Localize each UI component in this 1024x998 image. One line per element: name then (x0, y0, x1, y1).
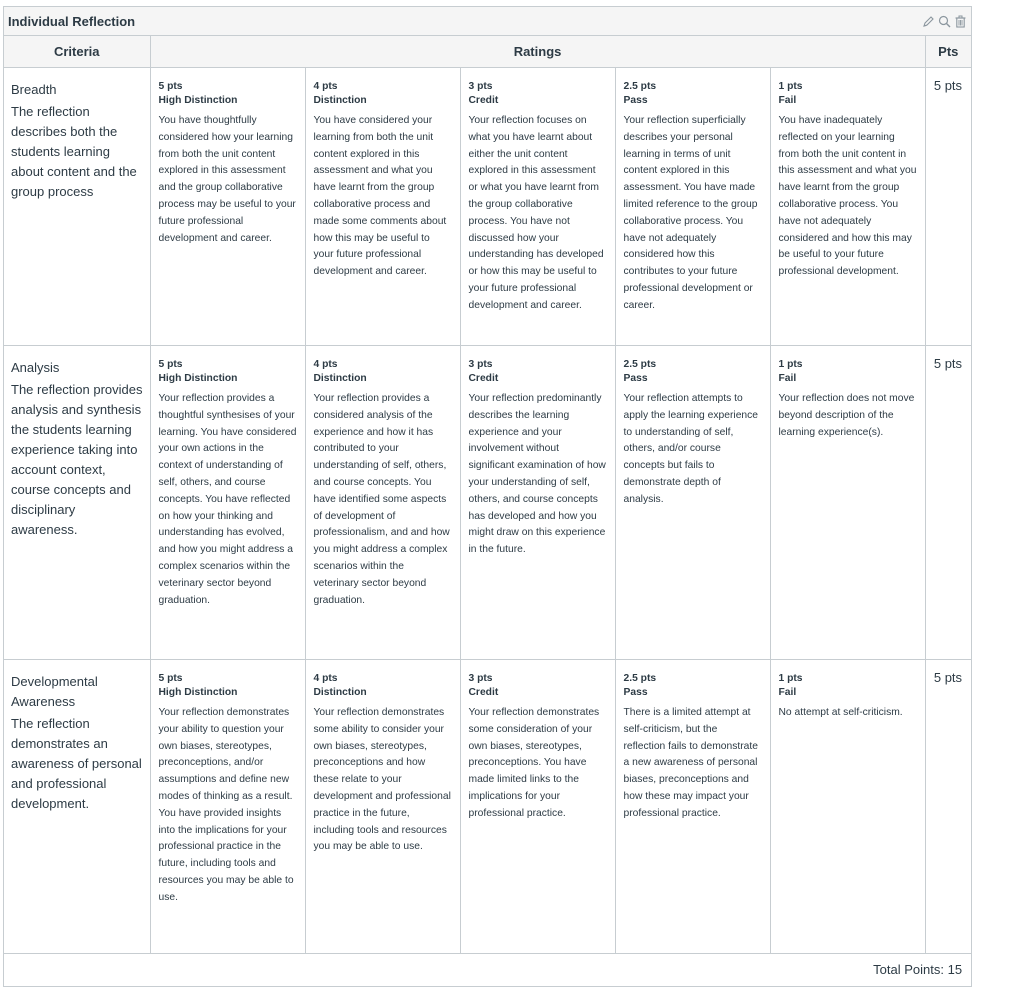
criterion-description: The reflection demonstrates an awareness of personal and professional development. (11, 716, 142, 811)
rating-points: 4 pts (313, 673, 338, 684)
rating-description: Your reflection superficially describes your personal learning in terms of unit content explored in this assessment. You have made limited reference to the group collaborative process. You have not adequately considered how this contributes to your future professional development or career. (623, 115, 758, 311)
rating-title: Credit (468, 95, 499, 106)
rating-description: Your reflection attempts to apply the learning experience to understanding of self, others, and/or course concepts but fails to demonstrate depth of analysis. (623, 393, 759, 505)
rating-description: No attempt at self-criticism. (778, 707, 903, 718)
criterion-cell (4, 68, 150, 346)
rating-title: High Distinction (158, 95, 238, 106)
rubric-tools (921, 14, 967, 28)
rating-title: Credit (468, 687, 499, 698)
criterion-row-breadth (4, 68, 971, 346)
rating-points: 2.5 pts (623, 81, 657, 92)
rating-description: There is a limited attempt at self-criticism, but the reflection fails to demonstrate a new awareness of personal biases, preconceptions and how these may impact your professional practice. (623, 707, 758, 819)
criterion-cell (4, 660, 150, 954)
rating-description: Your reflection demonstrates some consideration of your own biases, stereotypes, preconceptions. You have made limited links to the implications for your professional practice. (468, 707, 600, 819)
rating-title: Distinction (313, 95, 367, 106)
rating-cell (770, 346, 925, 660)
rubric-container (3, 6, 972, 987)
rating-title: Pass (623, 687, 648, 698)
rating-description: You have thoughtfully considered how your learning from both the unit content explored in this assessment and the group collaborative process may be useful to your future professional development and career. (158, 115, 296, 244)
criterion-description: The reflection provides analysis and synthesis the students learning experience taking into account context, course concepts and disciplinary awareness. (11, 382, 143, 537)
rating-description: Your reflection provides a considered analysis of the experience and how it has contributed to your understanding of self, others, and course concepts. You have identified some aspects of development of professionalism, and and how you might address a complex scenarios within the veterinary sector beyond graduation. (313, 393, 450, 606)
criterion-description: The reflection describes both the students learning about content and the group process (11, 104, 137, 199)
rating-title: Distinction (313, 373, 367, 384)
trash-icon[interactable] (953, 14, 967, 28)
criteria-header: Criteria (4, 36, 150, 68)
criterion-points: 5 pts (925, 68, 971, 346)
rating-cell (150, 660, 305, 954)
rating-cell (615, 660, 770, 954)
rating-points: 3 pts (468, 81, 493, 92)
rubric-title: Individual Reflection (8, 13, 136, 29)
rating-description: Your reflection predominantly describes the learning experience and your involvement without significant examination of how your understanding of self, others, and course concepts has developed and how you might draw on this experience in the future. (468, 393, 606, 556)
rating-description: Your reflection demonstrates your ability to question your own biases, stereotypes, preconceptions, and/or assumptions and define new modes of thinking as a result. You have provided insights into the implications for your professional practice in the future, including tools and resources you may be able to use. (158, 707, 294, 903)
rating-description: Your reflection does not move beyond description of the learning experience(s). (778, 393, 915, 438)
rating-cell (305, 346, 460, 660)
rating-description: You have inadequately reflected on your learning from both the unit content in this assessment and what you have learnt from the group collaborative process. You have not adequately considered and how this may be useful to your future professional development. (778, 115, 917, 278)
criterion-name: Breadth (11, 82, 57, 97)
rating-description: Your reflection demonstrates some ability to consider your own biases, stereotypes, preconceptions and how these relate to your development and professional practice in the future, including tools and resources you may be able to use. (313, 707, 451, 853)
rating-points: 4 pts (313, 81, 338, 92)
rating-description: Your reflection provides a thoughtful synthesises of your learning. You have considered your own actions in the context of understanding of self, others, and course concepts. You have reflected on how your thinking and understanding has evolved, and how you might address a complex scenarios within the veterinary sector beyond graduation. (158, 393, 297, 606)
rating-cell (615, 68, 770, 346)
rating-points: 2.5 pts (623, 673, 657, 684)
rating-points: 5 pts (158, 359, 183, 370)
rating-points: 1 pts (778, 81, 803, 92)
rating-points: 3 pts (468, 359, 493, 370)
rating-cell (305, 68, 460, 346)
rating-description: You have considered your learning from both the unit content explored in this assessment and what you have learnt from the group collaborative process and made some comments about how this may be useful to your future professional development and career. (313, 115, 447, 278)
criterion-points: 5 pts (925, 660, 971, 954)
rating-points: 5 pts (158, 81, 183, 92)
criterion-name: Developmental Awareness (11, 674, 98, 709)
rating-title: Fail (778, 373, 797, 384)
rating-points: 4 pts (313, 359, 338, 370)
rubric-title-bar (4, 7, 971, 36)
rating-points: 2.5 pts (623, 359, 657, 370)
criterion-points: 5 pts (925, 346, 971, 660)
pts-header: Pts (925, 36, 971, 68)
criterion-cell (4, 346, 150, 660)
rating-cell (770, 660, 925, 954)
pencil-icon[interactable] (921, 14, 935, 28)
rating-title: Credit (468, 373, 499, 384)
search-icon[interactable] (937, 14, 951, 28)
rating-title: Fail (778, 95, 797, 106)
rating-title: Pass (623, 373, 648, 384)
rating-title: High Distinction (158, 373, 238, 384)
ratings-header: Ratings (150, 36, 925, 68)
rating-points: 5 pts (158, 673, 183, 684)
total-points: Total Points: 15 (873, 962, 963, 977)
total-row (4, 954, 971, 986)
rating-title: Fail (778, 687, 797, 698)
rating-points: 1 pts (778, 359, 803, 370)
rating-title: High Distinction (158, 687, 238, 698)
rating-cell (460, 660, 615, 954)
rating-title: Pass (623, 95, 648, 106)
rating-cell (305, 660, 460, 954)
rating-cell (150, 68, 305, 346)
criterion-row-analysis (4, 346, 971, 660)
rating-cell (615, 346, 770, 660)
rubric-table (4, 36, 971, 986)
rating-cell (460, 346, 615, 660)
rating-cell (460, 68, 615, 346)
rating-cell (770, 68, 925, 346)
rating-points: 1 pts (778, 673, 803, 684)
rating-description: Your reflection focuses on what you have learnt about either the unit content explored in this assessment or what you have learnt from the group collaborative process. You have not discussed how your understanding has developed or how this may be useful to your future professional development and career. (468, 115, 604, 311)
criterion-name: Analysis (11, 360, 60, 375)
header-row (4, 36, 971, 68)
rating-cell (150, 346, 305, 660)
criterion-row-developmental-awareness (4, 660, 971, 954)
rating-points: 3 pts (468, 673, 493, 684)
rating-title: Distinction (313, 687, 367, 698)
